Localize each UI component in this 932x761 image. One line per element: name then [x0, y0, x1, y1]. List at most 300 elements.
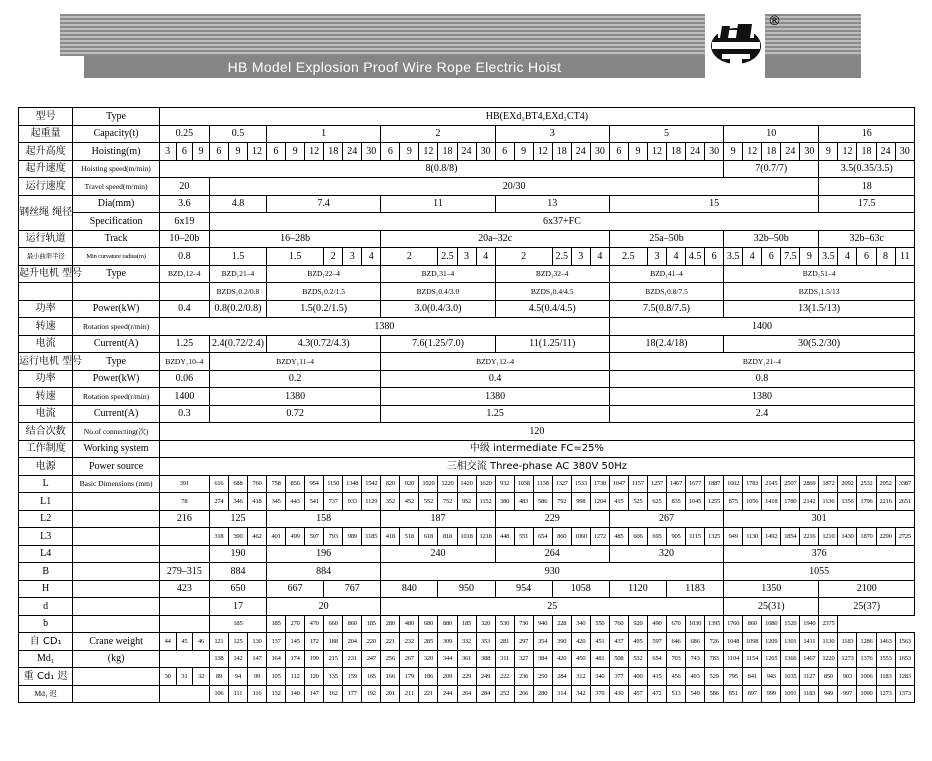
table-cell: 215 [324, 650, 343, 668]
table-cell: 231 [343, 650, 362, 668]
table-cell: 897 [743, 685, 762, 703]
table-cell: 4 [476, 248, 495, 266]
table-cell: 274 [209, 493, 228, 511]
table-cell: 24 [571, 143, 590, 161]
table-cell: 860 [552, 528, 571, 546]
table-cell: 249 [476, 668, 495, 686]
table-row [19, 370, 915, 388]
table-cell: 三相交流 Three-phase AC 380V 50Hz [159, 458, 914, 476]
table-cell: 24 [781, 143, 800, 161]
table-cell [73, 563, 160, 581]
table-cell: 400 [628, 668, 647, 686]
table-cell: 232 [400, 633, 419, 651]
table-cell: 1366 [781, 650, 800, 668]
table-cell: 483 [514, 493, 533, 511]
table-cell: 1129 [362, 493, 381, 511]
table-cell: 2142 [800, 493, 819, 511]
table-cell: 2 [324, 248, 343, 266]
table-cell: 1265 [762, 650, 781, 668]
table-cell: 905 [667, 528, 686, 546]
table-cell: 2 [381, 125, 495, 143]
table-cell: 266 [514, 685, 533, 703]
table-cell: 12 [838, 143, 857, 161]
table-cell: 401 [267, 528, 286, 546]
table-cell: L [19, 475, 73, 493]
table-cell: 起升速度 [19, 160, 73, 178]
table-cell: 10 [724, 125, 819, 143]
table-cell: 670 [667, 615, 686, 633]
table-cell: 437 [609, 633, 628, 651]
table-cell: 45 [176, 633, 193, 651]
table-cell: HB(EXd₁BT4,EXd₁CT4) [159, 108, 914, 126]
table-row [19, 125, 915, 143]
table-cell: 943 [762, 668, 781, 686]
table-cell: BZDS₁0.8/7.5 [609, 283, 723, 301]
table-cell: 18 [667, 143, 686, 161]
table-cell: 162 [324, 685, 343, 703]
table-cell [73, 668, 160, 686]
table-cell: 135 [324, 668, 343, 686]
table-row [19, 510, 915, 528]
table-cell: 1870 [857, 528, 876, 546]
table-cell: (kg) [73, 650, 160, 668]
table-cell: BZDS₁1.5/13 [724, 283, 915, 301]
table-cell: 6 [495, 143, 514, 161]
table-cell: Travel speed(m/min) [73, 178, 160, 196]
table-cell: 32 [193, 668, 210, 686]
table-cell: 起升电机 型号 [19, 265, 73, 283]
table-cell: 工作制度 [19, 440, 73, 458]
table-cell: 361 [457, 650, 476, 668]
table-cell: 686 [686, 633, 705, 651]
table-cell: 654 [647, 650, 666, 668]
table-cell: Rotation speed(r/min) [73, 318, 160, 336]
table-cell: Basic Dimensions (mm) [73, 475, 160, 493]
table-cell: 188 [324, 633, 343, 651]
table-cell: 532 [628, 650, 647, 668]
table-cell: 792 [552, 493, 571, 511]
table-cell: 508 [609, 650, 628, 668]
table-cell: Crane weight [73, 633, 160, 651]
table-cell: 4.8 [209, 195, 266, 213]
table-cell: 342 [571, 685, 590, 703]
table-cell: 204 [343, 633, 362, 651]
table-row [19, 178, 915, 196]
table-cell: 4.3(0.72/4.3) [267, 335, 381, 353]
table-cell [159, 650, 209, 668]
table-cell: 142 [228, 650, 247, 668]
table-cell: 9 [628, 143, 647, 161]
table-row [19, 685, 915, 703]
table-cell: 0.8 [159, 248, 209, 266]
table-cell: 388 [476, 650, 495, 668]
table-cell: 3.5(0.35/3.5) [819, 160, 915, 178]
table-cell: 24 [457, 143, 476, 161]
table-cell: 209 [438, 668, 457, 686]
table-cell: 30 [705, 143, 724, 161]
table-cell: 860 [343, 615, 362, 633]
table-cell: 340 [571, 615, 590, 633]
table-cell: 1035 [781, 668, 800, 686]
table-cell: 18(2.4/18) [609, 335, 723, 353]
table-cell: 12 [743, 143, 762, 161]
table-cell: 重 Cd₁ 迟 [19, 668, 73, 686]
table-cell: 0.72 [209, 405, 380, 423]
table-cell: 31 [176, 668, 193, 686]
table-cell: H [19, 580, 73, 598]
table-cell: 1854 [781, 528, 800, 546]
table-row [19, 318, 915, 336]
table-cell: 2145 [762, 475, 781, 493]
table-cell: 0.4 [159, 300, 209, 318]
table-cell: 256 [381, 650, 400, 668]
header-bar-bottom-right [765, 56, 861, 78]
table-cell: 352 [381, 493, 400, 511]
table-cell: 880 [438, 615, 457, 633]
table-cell: 9 [724, 143, 743, 161]
table-cell: 840 [381, 580, 438, 598]
table-cell: 267 [400, 650, 419, 668]
table-cell: 46 [193, 633, 210, 651]
table-cell: 222 [495, 668, 514, 686]
table-cell: 252 [495, 685, 514, 703]
table-row [19, 230, 915, 248]
table-cell: 25(31) [724, 598, 819, 616]
table-cell: 1098 [743, 633, 762, 651]
table-cell: 285 [419, 633, 438, 651]
table-cell: 920 [628, 615, 647, 633]
table-cell: Min curvature radius(m) [73, 248, 160, 266]
table-cell: 8 [876, 248, 895, 266]
table-cell: 391 [159, 475, 209, 493]
table-cell: 384 [533, 650, 552, 668]
table-cell: 111 [228, 685, 247, 703]
table-cell: 32b–50b [724, 230, 819, 248]
table-cell: 1463 [876, 633, 895, 651]
spec-table [18, 107, 915, 703]
table-cell: 920 [400, 475, 419, 493]
table-cell: 950 [438, 580, 495, 598]
table-cell: BZDY₁11–4 [209, 353, 380, 371]
table-cell: 758 [267, 475, 286, 493]
table-cell: 4 [362, 248, 381, 266]
table-cell: 6x19 [159, 213, 209, 231]
table-cell: 835 [667, 493, 686, 511]
table-cell: 344 [438, 650, 457, 668]
table-cell: 4 [590, 248, 609, 266]
table-cell: 949 [724, 528, 743, 546]
table-cell: 415 [609, 493, 628, 511]
table-cell: 18 [438, 143, 457, 161]
table-cell: 1130 [743, 528, 762, 546]
table-cell: 236 [514, 668, 533, 686]
table-cell: 552 [419, 493, 438, 511]
table-cell: 1940 [800, 615, 819, 633]
table-cell: 6x37+FC [209, 213, 914, 231]
table-cell: 930 [381, 563, 724, 581]
table-cell: 最小曲率半径 [19, 248, 73, 266]
table-cell: Md₁ 迟 [19, 685, 73, 703]
table-cell: 646 [667, 633, 686, 651]
table-cell: 530 [495, 615, 514, 633]
table-row [19, 195, 915, 213]
table-cell: 280 [533, 685, 552, 703]
table-cell: 3387 [895, 475, 914, 493]
table-cell: 7.5(0.8/7.5) [609, 300, 723, 318]
table-cell: 8(0.8/8) [159, 160, 723, 178]
table-cell: 490 [647, 615, 666, 633]
table-cell: 6 [762, 248, 781, 266]
table-cell: 860 [743, 615, 762, 633]
table-cell: BZDY₁10–4 [159, 353, 209, 371]
table-cell: BZD₁32–4 [495, 265, 609, 283]
table-cell: 9 [286, 143, 305, 161]
table-cell: Hoisting speed(m/min) [73, 160, 160, 178]
table-cell: Track [73, 230, 160, 248]
table-row [19, 493, 915, 511]
table-cell: 529 [705, 668, 724, 686]
table-cell: 2869 [800, 475, 819, 493]
table-cell: 159 [343, 668, 362, 686]
table-cell: 221 [419, 685, 438, 703]
table-cell: 2375 [819, 615, 838, 633]
table-cell: 2.4(0.72/2.4) [209, 335, 266, 353]
table-cell: 551 [514, 528, 533, 546]
table-cell: 1380 [609, 388, 914, 406]
table-cell: Type [73, 353, 160, 371]
table-cell: 1418 [762, 493, 781, 511]
table-cell: 1380 [381, 388, 610, 406]
table-cell: 1796 [857, 493, 876, 511]
table-cell: 730 [514, 615, 533, 633]
table-cell: 332 [457, 633, 476, 651]
table-cell: 354 [533, 633, 552, 651]
table-cell: 32b–63c [819, 230, 915, 248]
table-cell: 10–20b [159, 230, 209, 248]
table-cell: 4.5(0.4/4.5) [495, 300, 609, 318]
table-cell: BZDY₁12–4 [381, 353, 610, 371]
table-cell: BZD₁21–4 [209, 265, 266, 283]
table-cell: 2.5 [609, 248, 647, 266]
table-row [19, 160, 915, 178]
table-cell: 1120 [609, 580, 666, 598]
table-cell: 1350 [724, 580, 819, 598]
table-cell: 353 [476, 633, 495, 651]
table-cell: 1301 [781, 633, 800, 651]
table-cell: 1286 [857, 633, 876, 651]
table-cell: 1220 [819, 650, 838, 668]
table-cell: 1.25 [159, 335, 209, 353]
table-cell: 电流 [19, 335, 73, 353]
table-cell: 495 [628, 633, 647, 651]
table-row [19, 528, 915, 546]
table-cell: B [19, 563, 73, 581]
table-cell: 616 [209, 475, 228, 493]
table-cell: 220 [362, 633, 381, 651]
table-cell: 121 [209, 633, 228, 651]
table-cell: 功率 [19, 370, 73, 388]
registered-mark: ® [768, 14, 781, 29]
table-cell: 1136 [819, 493, 838, 511]
table-cell: 165 [362, 668, 381, 686]
table-cell: 851 [724, 685, 743, 703]
table-cell: 472 [647, 685, 666, 703]
table-cell: 1677 [686, 475, 705, 493]
table-row [19, 143, 915, 161]
table-cell: 17.5 [819, 195, 915, 213]
table-cell: 164 [267, 650, 286, 668]
table-cell: 4.5 [686, 248, 705, 266]
table-cell: 513 [667, 685, 686, 703]
table-cell: 17 [209, 598, 266, 616]
table-cell: Type [73, 108, 160, 126]
table-cell: 24 [876, 143, 895, 161]
table-cell: 7.5 [781, 248, 800, 266]
table-cell: 起重量 [19, 125, 73, 143]
table-cell: 44 [159, 633, 176, 651]
table-cell: 1020 [419, 475, 438, 493]
table-cell [159, 545, 209, 563]
table-cell: 1183 [667, 580, 724, 598]
table-cell: 320 [476, 615, 495, 633]
table-cell: 597 [647, 633, 666, 651]
table-cell: 18 [857, 143, 876, 161]
table-cell: BZD₁22–4 [267, 265, 381, 283]
table-cell: 377 [609, 668, 628, 686]
table-row [19, 405, 915, 423]
table-cell: 1420 [457, 475, 476, 493]
table-cell: 120 [159, 423, 914, 441]
table-cell: 1257 [647, 475, 666, 493]
table-cell: 30 [895, 143, 914, 161]
table-cell: 3 [343, 248, 362, 266]
table-cell: 743 [686, 650, 705, 668]
table-cell: 1038 [514, 475, 533, 493]
table-cell: 15 [609, 195, 819, 213]
table-row [19, 440, 915, 458]
table-cell: 244 [438, 685, 457, 703]
table-row [19, 213, 915, 231]
table-cell: 1220 [438, 475, 457, 493]
table-cell: 30 [590, 143, 609, 161]
table-cell: 480 [400, 615, 419, 633]
table-cell: 24 [686, 143, 705, 161]
table-row [19, 265, 915, 283]
table-cell: 284 [552, 668, 571, 686]
table-cell: 820 [381, 475, 400, 493]
table-cell: 456 [667, 668, 686, 686]
table-cell: 1127 [800, 668, 819, 686]
table-cell: 1045 [686, 493, 705, 511]
table-cell: L3 [19, 528, 73, 546]
table-cell: 485 [609, 528, 628, 546]
table-cell: b [19, 615, 73, 633]
table-cell: 280 [381, 615, 400, 633]
table-cell: 2532 [857, 475, 876, 493]
table-cell: 1080 [762, 615, 781, 633]
table-cell: 954 [305, 475, 324, 493]
table-cell: 120 [305, 668, 324, 686]
table-cell: 158 [267, 510, 381, 528]
table-cell: 760 [247, 475, 266, 493]
table-cell: 311 [495, 650, 514, 668]
table-cell: 279–315 [159, 563, 209, 581]
table-cell: 760 [609, 615, 628, 633]
table-cell: 1872 [819, 475, 838, 493]
table-cell: 1047 [609, 475, 628, 493]
table-cell: 1272 [590, 528, 609, 546]
table-cell: 933 [343, 493, 362, 511]
table-cell: 695 [647, 528, 666, 546]
table-cell: 3 [457, 248, 476, 266]
table-cell: 2651 [895, 493, 914, 511]
table-row [19, 108, 915, 126]
table-cell: 1400 [609, 318, 914, 336]
table-cell: 3.5 [819, 248, 838, 266]
table-cell: 196 [267, 545, 381, 563]
table-cell: 1467 [800, 650, 819, 668]
table-cell: 电源 [19, 458, 73, 476]
table-cell: 1.5(0.2/1.5) [267, 300, 381, 318]
table-cell: Current(A) [73, 335, 160, 353]
table-cell: 3.0(0.4/3.0) [381, 300, 495, 318]
table-cell: 1430 [838, 528, 857, 546]
table-cell: 525 [628, 493, 647, 511]
table-cell: 211 [400, 685, 419, 703]
table-cell: 2 [381, 248, 438, 266]
table-cell: 运行电机 型号 [19, 353, 73, 371]
table-cell: 18 [762, 143, 781, 161]
table-row [19, 633, 915, 651]
table-cell: 7.4 [267, 195, 381, 213]
table-cell: 390 [552, 633, 571, 651]
table-cell: 667 [267, 580, 324, 598]
table-cell: Current(A) [73, 405, 160, 423]
table-cell: 998 [571, 493, 590, 511]
table-cell: 415 [647, 668, 666, 686]
table-cell: 518 [400, 528, 419, 546]
table-cell: 1055 [724, 563, 915, 581]
table-cell: 1553 [876, 650, 895, 668]
table-cell: 586 [533, 493, 552, 511]
table-cell: 1273 [876, 685, 895, 703]
table-cell: L1 [19, 493, 73, 511]
table-cell: 9 [193, 143, 210, 161]
table-cell: 78 [159, 493, 209, 511]
table-cell: 1273 [838, 650, 857, 668]
table-cell: 20a–32c [381, 230, 610, 248]
table-cell: 229 [457, 668, 476, 686]
table-cell: 818 [438, 528, 457, 546]
table-cell: 481 [590, 650, 609, 668]
table-cell: 130 [247, 633, 266, 651]
table-cell [73, 685, 160, 703]
table-cell: 0.06 [159, 370, 209, 388]
table-cell: Working system [73, 440, 160, 458]
table-cell: 186 [419, 668, 438, 686]
table-cell: 6 [609, 143, 628, 161]
table-cell: 420 [552, 650, 571, 668]
table-cell: 20/30 [209, 178, 819, 196]
table-cell: 1154 [743, 650, 762, 668]
table-cell: BZD₁12–4 [159, 265, 209, 283]
table-cell: 1018 [457, 528, 476, 546]
table-cell: 6 [267, 143, 286, 161]
table-cell: 318 [209, 528, 228, 546]
table-cell: 654 [533, 528, 552, 546]
table-cell: 3.5 [724, 248, 743, 266]
table-cell: 12 [533, 143, 552, 161]
